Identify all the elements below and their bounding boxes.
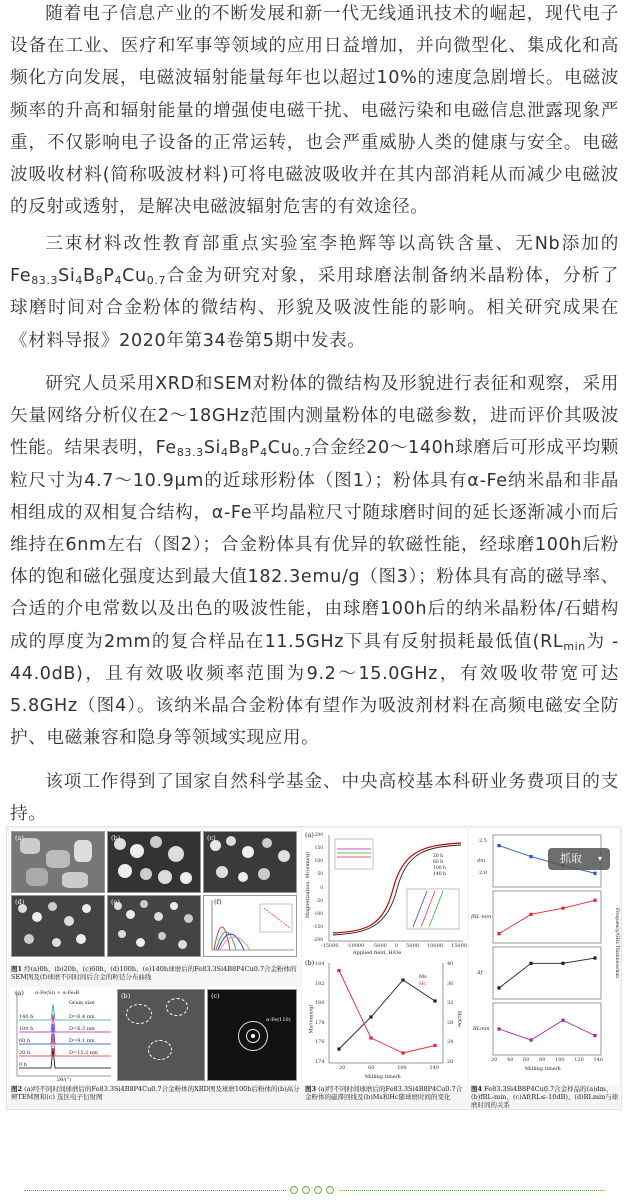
sem-image-d bbox=[11, 895, 105, 957]
fig1-panel bbox=[9, 829, 301, 963]
mshc-left-ticks: 184 182 180 178 176 174 bbox=[315, 961, 325, 1065]
xrd-line-0h: 0 h bbox=[19, 1062, 27, 1068]
sem-label-c: (c) bbox=[207, 834, 216, 842]
bottom-divider bbox=[0, 1186, 629, 1194]
ms-series-point bbox=[401, 978, 404, 981]
sem-image-e bbox=[107, 895, 201, 957]
chevron-down-icon: ▾ bbox=[597, 854, 602, 863]
xrd-xlabel: 2θ/(°) bbox=[57, 1077, 72, 1083]
fig4-ylabel-f: fRL-min bbox=[471, 914, 492, 920]
rlmin-point bbox=[561, 1019, 564, 1022]
hc-series-point bbox=[369, 1036, 372, 1039]
sem-label-d: (d) bbox=[15, 898, 25, 906]
sem-label-b: (b) bbox=[111, 834, 121, 842]
freq-line bbox=[499, 900, 595, 933]
sem-label-a: (a) bbox=[15, 834, 24, 842]
hc-series-point bbox=[337, 969, 340, 972]
p3-text-a: 研究人员采用XRD和SEM对粉体的微结构及形貌进行表征和观察，采用矢量网络分析仪在2～18GHz范围内测量粉体的电磁参数，进而评价其吸波性能。结果表明， bbox=[10, 374, 619, 459]
hyst-legend-20h: 20 h bbox=[433, 854, 444, 859]
divider-line-right bbox=[340, 1190, 605, 1191]
particle-size-chart bbox=[203, 895, 297, 957]
paragraph-intro: 随着电子信息产业的不断发展和新一代无线通讯技术的崛起，现代电子设备在工业、医疗和军事等领域的应用日益增加，并向微型化、集成化和高频化方向发展，电磁波辐射能量每年也以超过10%的速度急剧增长。电磁波频率的升高和辐射能量的增强使电磁干扰、电磁污染和电磁信息泄露现象严重，不仅影响电子设备的正常运转，也会严重威胁人类的健康与安全。电磁波吸收材料(简称吸波材料)可将电磁波吸收并在其内部消耗从而减少电磁波的反射或透射，是解决电磁波辐射危害的有效途径。 bbox=[10, 4, 619, 218]
hysteresis-panel-label: (a) bbox=[305, 831, 314, 839]
hyst-ylabel: Magnetization, M/(emu/g) bbox=[305, 851, 312, 919]
rlmin-line bbox=[499, 1020, 595, 1040]
fig4-ylabel-rl: RLmin bbox=[473, 1026, 490, 1032]
fig4-ylabel-dm: dm bbox=[477, 858, 485, 864]
fig4-caption: 图4 Fe83.3Si4B8P4Cu0.7合金样品的(a)dm、(b)fRL-min、(c)Δf(RL≤-10dB)、(d)RLmin与球磨时间的关系 bbox=[471, 1085, 619, 1109]
freq-point bbox=[593, 899, 596, 902]
alloy-formula-2: $Fe_{83.3}Si_4B_8P_4Cu_{0.7}$ bbox=[155, 438, 312, 460]
xrd-size-60h: D=9.1 nm bbox=[69, 1038, 95, 1044]
ms-series-point bbox=[433, 999, 436, 1002]
hc-series-point bbox=[401, 1051, 404, 1054]
bandwidth-point bbox=[497, 986, 500, 989]
divider-dot bbox=[314, 1186, 322, 1194]
saed-pattern bbox=[207, 989, 297, 1081]
fig4-xlabel: Milling time/h bbox=[525, 1066, 561, 1072]
fig2-panel bbox=[9, 987, 301, 1085]
hc-series-point bbox=[433, 1044, 436, 1047]
mshc-legend-hc: Hc bbox=[419, 981, 427, 987]
fig2-caption: 图2 (a)经不同时间球磨后的Fe83.3Si4B8P4Cu0.7合金粉体的XRD图及球磨100h后粉体的(b)高分辨TEM图和(c) 选区电子衍射图 bbox=[11, 1085, 300, 1101]
fig4-x-ticks: 20 40 60 80 100 120 140 bbox=[491, 1057, 603, 1063]
fig4-ylabel-df: Δf bbox=[477, 970, 483, 976]
mshc-ylabel-right: Hc/Oe bbox=[455, 1011, 462, 1027]
fig4-dm-tick-top: 2.5 bbox=[479, 838, 487, 844]
divider-dot bbox=[290, 1186, 298, 1194]
ms-hc-chart bbox=[303, 957, 467, 1075]
hyst-legend-100h: 100 h bbox=[433, 866, 446, 871]
hyst-xticks: -15000 -10000 -5000 0 5000 10000 15000 bbox=[321, 943, 467, 949]
fig1-caption: 图1 经(a)0h、(b)20h、(c)60h、(d)100h、(e)140h球磨后的Fe83.3Si4B8P4Cu0.7合金粉体的SEM图及(f)球磨不同时间后合金的粒径分布曲线 bbox=[11, 965, 297, 981]
p2-text-a: 三束材料改性教育部重点实验室李艳辉等以高铁含量、无Nb添加的 bbox=[45, 234, 619, 254]
xrd-line-60h: 60 h bbox=[19, 1038, 31, 1044]
grab-button[interactable] bbox=[548, 848, 610, 870]
xrd-size-20h: D=15.2 nm bbox=[69, 1050, 98, 1056]
p3-text-c: 为 - 44.0dB)，且有效吸收频率范围为9.2～15.0GHz，有效吸收带宽可达5.8GHz（图4）。该纳米晶合金粉体有望作为吸波剂材料在高频电磁安全防护、电磁兼容和隐身等领域实现应用。 bbox=[10, 631, 619, 749]
mshc-xlabel: Milling time/h bbox=[365, 1074, 401, 1080]
dm-point bbox=[529, 855, 532, 858]
p3-text-b: 合金经20～140h球磨后可形成平均颗粒尺寸为4.7～10.9μm的近球形粉体（图1）；粉体具有α-Fe纳米晶和非晶相组成的双相复合结构，α-Fe平均晶粒尺寸随球磨时间的延长逐渐减小而后维持在6nm左右（图2）；合金粉体具有优异的软磁性能，经球磨100h后粉体的饱和磁化强度达到最大值182.3emu/g（图3）；粉体具有高的磁导率、合适的介电常数以及出色的吸波性能，由球磨100h后的纳米晶粉体/石蜡构成的厚度为2mm的复合样品在11.5GHz下具有反射损耗最低值(RL bbox=[10, 438, 619, 652]
grab-button-label: 抓取 bbox=[560, 852, 582, 865]
sem-image-a bbox=[11, 831, 105, 893]
sem-image-c bbox=[203, 831, 297, 893]
alloy-formula: $Fe_{83.3}Si_4B_8P_4Cu_{0.7}$ bbox=[10, 266, 167, 288]
divider-dot bbox=[326, 1186, 334, 1194]
rlmin-point bbox=[497, 1027, 500, 1030]
p2-text-b: 合金为研究对象，采用球磨法制备纳米晶粉体，分析了球磨时间对合金粉体的微结构、形貌及吸波性能的影响。相关研究成果在《材料导报》2020年第34卷第5期中发表。 bbox=[10, 266, 619, 351]
mshc-right-ticks: 40 36 32 28 24 20 bbox=[447, 961, 454, 1065]
ms-series-point bbox=[369, 1015, 372, 1018]
xrd-size-140h: D=6.4 nm bbox=[69, 1014, 95, 1020]
mshc-ylabel-left: Ms/(emu/g) bbox=[308, 1004, 315, 1034]
bandwidth-point bbox=[529, 962, 532, 965]
dm-point bbox=[593, 872, 596, 875]
hyst-xlabel: Applied field, H/Oe bbox=[353, 950, 402, 956]
ms-series-point bbox=[337, 1047, 340, 1050]
fig3-caption: 图3 (a)经不同时间球磨后的Fe83.3Si4B8P4Cu0.7合金粉体的磁滞回线及(b)Ms和Hc随球磨时间的变化 bbox=[305, 1085, 463, 1101]
rl-min-sub: min bbox=[563, 639, 586, 653]
fig4-right-axis-label: Frequency/GHz Thickness/mm bbox=[614, 908, 619, 978]
saed-ring-label: α-Fe(110) bbox=[266, 1017, 291, 1023]
hyst-legend-140h: 140 h bbox=[433, 872, 446, 877]
xrd-panel-label: (a) bbox=[15, 989, 24, 997]
freq-point bbox=[529, 913, 532, 916]
tem-image bbox=[117, 989, 205, 1081]
freq-point bbox=[497, 932, 500, 935]
ms-series-line bbox=[339, 980, 435, 1049]
xrd-size-header: Grain size bbox=[69, 1000, 95, 1006]
mshc-panel-label: (b) bbox=[305, 959, 315, 967]
hyst-legend-60h: 60 h bbox=[433, 860, 444, 865]
rlmin-point bbox=[529, 1038, 532, 1041]
paragraph-results bbox=[10, 368, 619, 754]
xrd-chart bbox=[11, 988, 115, 1084]
fig3-panel bbox=[303, 829, 467, 1085]
mshc-legend-ms: Ms bbox=[419, 974, 427, 980]
hysteresis-chart bbox=[303, 829, 467, 957]
bandwidth-point bbox=[561, 962, 564, 965]
divider-line-left bbox=[24, 1190, 286, 1191]
research-figure bbox=[6, 826, 622, 1110]
freq-point bbox=[561, 907, 564, 910]
tem-label: (b) bbox=[121, 992, 131, 1000]
dm-point bbox=[497, 844, 500, 847]
hyst-yticks: 200 150 100 50 0 -50 -100 -150 -200 bbox=[313, 833, 324, 943]
paragraph-funding: 该项工作得到了国家自然科学基金、中央高校基本科研业务费项目的支持。 bbox=[10, 772, 619, 825]
xrd-line-140h: 140 h bbox=[19, 1014, 34, 1020]
bandwidth-line bbox=[499, 958, 595, 988]
sem-label-f: (f) bbox=[214, 898, 222, 906]
saed-label: (c) bbox=[211, 992, 220, 1000]
paragraph-research-team bbox=[10, 228, 619, 357]
fig4-dm-tick-bottom: 2.0 bbox=[479, 870, 487, 876]
mshc-x-ticks: 20 60 100 140 bbox=[339, 1065, 439, 1071]
xrd-line-100h: 100 h bbox=[19, 1026, 34, 1032]
xrd-legend-title: α-Fe(Si) + α-Fe₃B bbox=[35, 990, 80, 996]
xrd-line-20h: 20 h bbox=[19, 1050, 31, 1056]
rlmin-point bbox=[593, 1034, 596, 1037]
bandwidth-point bbox=[593, 956, 596, 959]
divider-dot bbox=[302, 1186, 310, 1194]
xrd-size-100h: D=6.3 nm bbox=[69, 1026, 95, 1032]
sem-image-b bbox=[107, 831, 201, 893]
sem-label-e: (e) bbox=[111, 898, 120, 906]
